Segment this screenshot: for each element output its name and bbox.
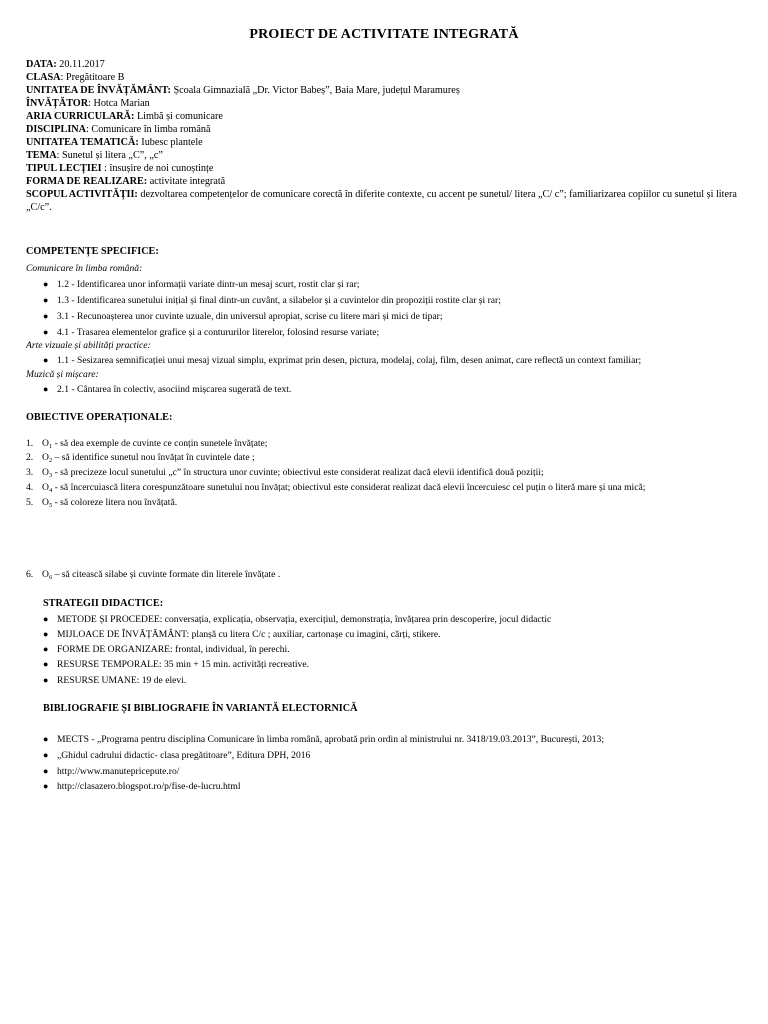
bullet-icon: ● — [43, 644, 49, 654]
list-item — [43, 766, 743, 777]
field-label: SCOPUL ACTIVITĂȚII: — [26, 189, 138, 200]
list-item-text: METODE ȘI PROCEDEE: conversația, explicația, observația, exercițiul, demonstrația, învățarea prin descoperire, jocul didactic — [57, 614, 552, 625]
list-item — [43, 750, 743, 761]
lesson-info — [26, 58, 744, 214]
field-label: DISCIPLINA — [26, 124, 87, 135]
field-value: Limbă și comunicare — [134, 111, 223, 122]
objective-item — [26, 438, 746, 450]
list-item-text: 3.1 - Recunoașterea unor cuvinte uzuale, din universul apropiat, scrise cu litere mari și mici de tipar; — [57, 311, 443, 322]
objective-text: - să încercuiască litera corespunzătoare sunetului nou învățat; obiectivul este considerat realizat dacă elevii încercuiesc cel puțin o literă mare și una mică; — [52, 482, 646, 493]
bullet-icon: ● — [43, 766, 49, 776]
competente-heading: COMPETENȚE SPECIFICE: — [26, 246, 159, 257]
list-item-text: 2.1 - Cântarea în colectiv, asociind mișcarea sugerată de text. — [57, 384, 292, 395]
field-disciplina — [26, 123, 744, 136]
list-item-text: MECTS - „Programa pentru disciplina Comunicare în limba română, aprobată prin ordin al ministrului nr. 3418/19.03.2013”, București, 2013; — [57, 734, 605, 745]
list-item — [43, 327, 743, 338]
bullet-icon: ● — [43, 781, 49, 791]
field-label: ÎNVĂȚĂTOR — [26, 98, 89, 109]
field-tema — [26, 149, 744, 162]
bullet-icon: ● — [43, 750, 49, 760]
objective-code: O — [42, 497, 49, 508]
objective-item — [26, 569, 746, 581]
bullet-icon: ● — [43, 734, 49, 744]
list-item-text: FORME DE ORGANIZARE: frontal, individual, în perechi. — [57, 644, 290, 655]
field-value: dezvoltarea competențelor de comunicare corectă în diferite contexte, cu accent pe sunetul/ litera „C/ c”; familiarizarea copiilor cu sunetul și litera „C/c”. — [26, 189, 737, 213]
list-item — [43, 629, 743, 640]
list-number: 6. — [26, 569, 34, 580]
objective-index: 4 — [48, 487, 53, 494]
bullet-icon: ● — [43, 295, 49, 305]
list-number: 4. — [26, 482, 34, 493]
field-label: TEMA — [26, 150, 57, 161]
list-number: 1. — [26, 438, 34, 449]
objective-code: O — [42, 482, 49, 493]
list-item-text: 1.3 - Identificarea sunetului inițial și final dintr-un cuvânt, a silabelor și a cuvintelor din propoziții rostite clar și rar; — [57, 295, 501, 306]
subject-label: Muzică și mișcare: — [26, 369, 99, 380]
bullet-icon: ● — [43, 355, 49, 365]
field-scopul — [26, 188, 744, 214]
list-item — [43, 279, 743, 290]
link-text: http://clasazero.blogspot.ro/p/fise-de-lucru.html — [57, 781, 241, 792]
objective-index: 3 — [48, 472, 53, 479]
field-value: : Pregătitoare B — [60, 72, 125, 83]
objective-code: O — [42, 569, 49, 580]
field-value: : Sunetul și litera „C”, „c” — [56, 150, 163, 161]
field-unitatea — [26, 84, 744, 97]
list-item-text: 1.2 - Identificarea unor informații variate dintr-un mesaj scurt, rostit clar și rar; — [57, 279, 360, 290]
field-value: activitate integrată — [147, 176, 226, 187]
field-forma — [26, 175, 744, 188]
field-tipul — [26, 162, 744, 175]
list-item-text: „Ghidul cadrului didactic- clasa pregătitoare”, Editura DPH, 2016 — [57, 750, 311, 761]
field-invatator — [26, 97, 744, 110]
field-clasa — [26, 71, 744, 84]
list-number: 2. — [26, 452, 34, 463]
objective-item — [26, 482, 746, 494]
objective-text: - să coloreze litera nou învățată. — [52, 497, 178, 508]
field-label: UNITATEA DE ÎNVĂȚĂMÂNT: — [26, 85, 171, 96]
list-item — [43, 659, 743, 670]
list-item — [43, 355, 743, 366]
objective-index: 1 — [48, 443, 53, 450]
list-item-text: MIJLOACE DE ÎNVĂȚĂMÂNT: planșă cu litera C/c ; auxiliar, cartonașe cu imagini, cărți, stikere. — [57, 629, 441, 640]
list-item-text: 4.1 - Trasarea elementelor grafice și a contururilor literelor, folosind resurse variate; — [57, 327, 380, 338]
document-title: PROIECT DE ACTIVITATE INTEGRATĂ — [249, 27, 519, 42]
objective-item — [26, 452, 746, 464]
list-item — [43, 675, 743, 686]
objective-item — [26, 467, 746, 479]
strategii-heading: STRATEGII DIDACTICE: — [43, 598, 164, 609]
bullet-icon: ● — [43, 659, 49, 669]
list-item — [43, 781, 743, 792]
bullet-icon: ● — [43, 384, 49, 394]
objective-index: 2 — [48, 457, 53, 464]
objective-text: - să precizeze locul sunetului „c” în structura unor cuvinte; obiectivul este considerat realizat dacă elevii identifică două poziții; — [52, 467, 544, 478]
field-label: CLASA — [26, 72, 61, 83]
objective-index: 6 — [48, 574, 53, 581]
list-number: 3. — [26, 467, 34, 478]
field-value: : însușire de noi cunoștințe — [101, 163, 214, 174]
bullet-icon: ● — [43, 675, 49, 685]
list-item — [43, 734, 743, 745]
field-value: : Hotca Marian — [88, 98, 150, 109]
field-label: TIPUL LECȚIEI — [26, 163, 102, 174]
list-item — [43, 295, 743, 306]
list-item-text: 1.1 - Sesizarea semnificației unui mesaj vizual simplu, exprimat prin desen, pictura, modelaj, colaj, film, desen animat, care reflectă un context familiar; — [57, 355, 642, 366]
list-item-text: RESURSE UMANE: 19 de elevi. — [57, 675, 187, 686]
field-label: FORMA DE REALIZARE: — [26, 176, 148, 187]
objective-text: – să citească silabe și cuvinte formate din literele învățate . — [52, 569, 281, 580]
bullet-icon: ● — [43, 327, 49, 337]
list-item — [43, 644, 743, 655]
subject-label: Arte vizuale și abilități practice: — [26, 340, 151, 351]
list-item-text: RESURSE TEMPORALE: 35 min + 15 min. activități recreative. — [57, 659, 309, 670]
bullet-icon: ● — [43, 629, 49, 639]
link-text: http://www.manutepricepute.ro/ — [57, 766, 180, 777]
objective-code: O — [42, 467, 49, 478]
objective-text: – să identifice sunetul nou învățat în cuvintele date ; — [52, 452, 255, 463]
bullet-icon: ● — [43, 279, 49, 289]
obiective-heading: OBIECTIVE OPERAȚIONALE: — [26, 412, 173, 423]
field-unitatea-tematica — [26, 136, 744, 149]
field-label: DATA: — [26, 59, 57, 70]
list-number: 5. — [26, 497, 34, 508]
list-item — [43, 614, 743, 625]
objective-code: O — [42, 438, 49, 449]
bullet-icon: ● — [43, 614, 49, 624]
objective-code: O — [42, 452, 49, 463]
field-aria — [26, 110, 744, 123]
field-value: 20.11.2017 — [56, 59, 105, 70]
field-value: Iubesc plantele — [138, 137, 203, 148]
bibliografie-heading: BIBLIOGRAFIE ȘI BIBLIOGRAFIE ÎN VARIANTĂ ELECTORNICĂ — [43, 703, 358, 714]
field-data — [26, 58, 744, 71]
field-value: : Comunicare în limba română — [86, 124, 211, 135]
list-item — [43, 384, 743, 395]
field-value: Școala Gimnazială „Dr. Victor Babeș”, Baia Mare, județul Maramureș — [170, 85, 460, 96]
objective-item — [26, 497, 746, 509]
list-item — [43, 311, 743, 322]
subject-label: Comunicare în limba română: — [26, 263, 143, 274]
bullet-icon: ● — [43, 311, 49, 321]
objective-index: 5 — [48, 502, 53, 509]
objective-text: - să dea exemple de cuvinte ce conțin sunetele învățate; — [52, 438, 268, 449]
field-label: UNITATEA TEMATICĂ: — [26, 137, 139, 148]
field-label: ARIA CURRICULARĂ: — [26, 111, 135, 122]
